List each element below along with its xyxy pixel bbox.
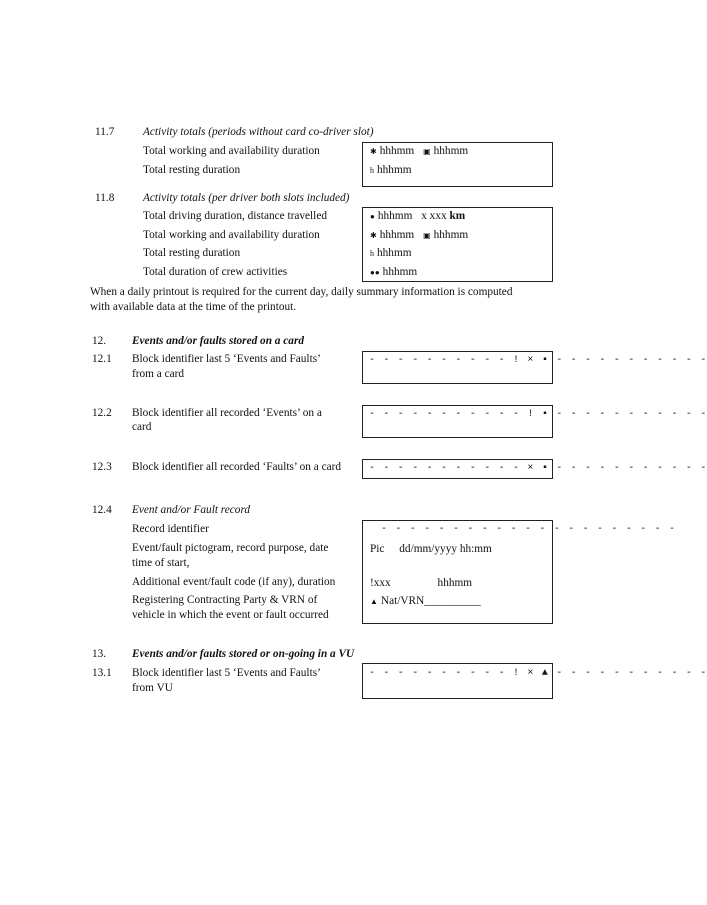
work-icon: ✱	[370, 231, 377, 240]
row-label: from VU	[132, 682, 173, 694]
section-title: Events and/or faults stored or on-going in a VU	[132, 648, 355, 660]
row-label: Block identifier last 5 ‘Events and Faults’	[132, 353, 321, 365]
row-label: Total working and availability duration	[143, 145, 320, 157]
section-number: 11.7	[95, 126, 115, 138]
section-title: Activity totals (periods without card co-driver slot)	[143, 126, 374, 138]
rest-icon: h	[370, 166, 374, 175]
driving-icon: ●	[370, 212, 375, 221]
block-identifier: - - - - - - - - - - - ! ▪ - - - - - - - - - - -	[369, 409, 707, 420]
row-label: Total working and availability duration	[143, 229, 320, 241]
printout-box: ✱ hhhmm ▣ hhhmm h hhhmm	[362, 142, 553, 187]
section-number: 11.8	[95, 192, 115, 204]
row-label: card	[132, 421, 152, 433]
row-label: time of start,	[132, 557, 190, 569]
country-icon: ▲	[370, 597, 378, 606]
block-identifier: - - - - - - - - - - ! × ▪ - - - - - - - - - - -	[369, 355, 707, 366]
row-label: Block identifier all recorded ‘Events’ on a	[132, 407, 322, 419]
printout-box	[362, 459, 707, 479]
row-label: vehicle in which the event or fault occurred	[132, 609, 329, 621]
block-identifier: - - - - - - - - - - - × ▪ - - - - - - - - - - -	[369, 463, 707, 474]
printout-box: ● hhhmm x xxx km ✱ hhhmm ▣ hhhmm h hhhmm ●● hhhmm	[362, 207, 553, 282]
section-number: 12.1	[92, 353, 112, 365]
block-identifier: - - - - - - - - - - ! × ▲ - - - - - - - - - - -	[369, 668, 707, 679]
section-number: 13.1	[92, 667, 112, 679]
printout-box	[362, 663, 707, 699]
row-label: Block identifier all recorded ‘Faults’ on a card	[132, 461, 342, 473]
availability-icon: ▣	[423, 147, 431, 156]
row-label: Block identifier last 5 ‘Events and Faults’	[132, 667, 321, 679]
printout-box: - - - - - - - - - - - - - - - - - - - - - Pic dd/mm/yyyy hh:mm !xxx hhhmm ▲ Nat/VRN__________	[362, 520, 553, 624]
printout-box	[362, 405, 707, 438]
row-label: Total duration of crew activities	[143, 266, 288, 278]
section-number: 13.	[92, 648, 107, 660]
crew-icon: ●●	[370, 268, 380, 277]
row-label: Additional event/fault code (if any), duration	[132, 576, 336, 588]
availability-icon: ▣	[423, 231, 431, 240]
record-identifier: - - - - - - - - - - - - - - - - - - - - -	[381, 524, 677, 535]
note-line: When a daily printout is required for the current day, daily summary information is computed	[90, 286, 513, 298]
row-label: Event/fault pictogram, record purpose, date	[132, 542, 329, 554]
row-label: Total resting duration	[143, 164, 241, 176]
row-label: from a card	[132, 368, 185, 380]
section-number: 12.4	[92, 504, 112, 516]
section-title: Event and/or Fault record	[132, 504, 251, 516]
section-number: 12.2	[92, 407, 112, 419]
rest-icon: h	[370, 249, 374, 258]
row-label: Total resting duration	[143, 247, 241, 259]
printout-box	[362, 351, 707, 384]
section-number: 12.	[92, 335, 107, 347]
section-number: 12.3	[92, 461, 112, 473]
work-icon: ✱	[370, 147, 377, 156]
row-label: Total driving duration, distance travelled	[143, 210, 327, 222]
section-title: Activity totals (per driver both slots included)	[143, 192, 350, 204]
section-title: Events and/or faults stored on a card	[132, 335, 304, 347]
note-line: with available data at the time of the printout.	[90, 301, 297, 313]
row-label: Record identifier	[132, 523, 209, 535]
row-label: Registering Contracting Party & VRN of	[132, 594, 318, 606]
